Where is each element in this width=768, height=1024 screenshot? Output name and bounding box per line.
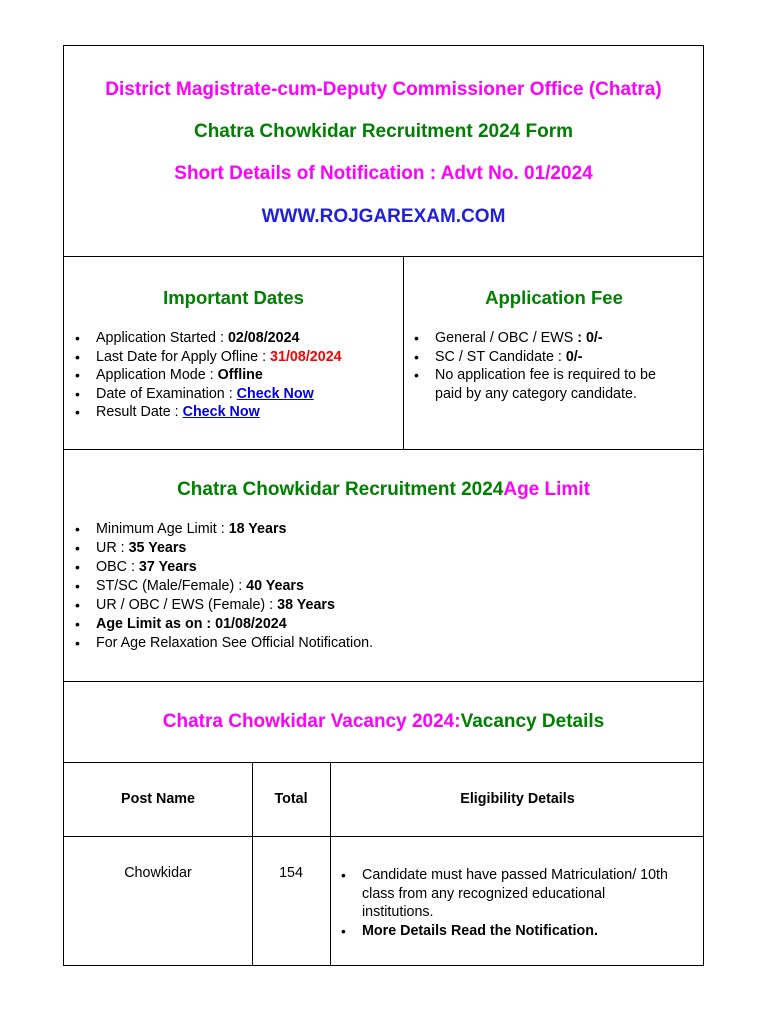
important-dates-list [64, 329, 403, 422]
divider [64, 762, 703, 763]
column-header-post-name: Post Name [121, 791, 195, 807]
list-item: • OBC : 37 Years [75, 559, 197, 575]
list-item: • ST/SC (Male/Female) : 40 Years [75, 578, 304, 594]
list-item: • Age Limit as on : 01/08/2024 [75, 616, 287, 632]
list-item: • General / OBC / EWS : 0/- [414, 330, 603, 346]
divider [64, 449, 703, 450]
list-item: • Last Date for Apply Ofline : 31/08/2024 [75, 348, 342, 365]
result-date-check-now-link[interactable]: Check Now [182, 404, 260, 420]
age-limit-title: Chatra Chowkidar Recruitment 2024Age Limit [177, 479, 590, 500]
important-dates-title: Important Dates [163, 287, 304, 308]
cell-total: 154 [279, 865, 303, 881]
website-link[interactable]: WWW.ROJGAREXAM.COM [261, 206, 506, 227]
divider [64, 681, 703, 682]
list-item: • Candidate must have passed Matriculation/ 10th class from any recognized educational institutions. [341, 867, 668, 920]
notification-title: Short Details of Notification : Advt No. 01/2024 [174, 163, 593, 184]
list-item: • No application fee is required to be paid by any category candidate. [414, 367, 656, 402]
divider [64, 836, 703, 837]
age-limit-list [64, 520, 684, 653]
office-title: District Magistrate-cum-Deputy Commissioner Office (Chatra) [105, 79, 662, 100]
list-item: • UR : 35 Years [75, 540, 187, 556]
list-item: • Application Started : 02/08/2024 [75, 330, 300, 346]
cell-post-name: Chowkidar [124, 865, 192, 881]
list-item: • UR / OBC / EWS (Female) : 38 Years [75, 597, 335, 613]
notice-frame [63, 45, 704, 966]
column-header-total: Total [274, 791, 308, 807]
list-item: • Minimum Age Limit : 18 Years [75, 521, 287, 537]
divider [64, 256, 703, 257]
application-fee-title: Application Fee [485, 287, 623, 308]
exam-date-check-now-link[interactable]: Check Now [236, 385, 314, 402]
list-item: • Application Mode : Offline [75, 367, 263, 383]
list-item: • For Age Relaxation See Official Notification. [75, 635, 374, 651]
column-header-eligibility: Eligibility Details [460, 791, 575, 807]
vacancy-title: Chatra Chowkidar Vacancy 2024:Vacancy Details [162, 711, 605, 732]
list-item: • SC / ST Candidate : 0/- [414, 348, 583, 365]
form-title: Chatra Chowkidar Recruitment 2024 Form [193, 121, 574, 142]
list-item: • Date of Examination : Check Now [75, 385, 314, 402]
eligibility-list [330, 866, 700, 940]
application-fee-list [403, 329, 703, 403]
list-item: • More Details Read the Notification. [341, 922, 598, 939]
list-item: • Result Date : Check Now [75, 404, 260, 420]
